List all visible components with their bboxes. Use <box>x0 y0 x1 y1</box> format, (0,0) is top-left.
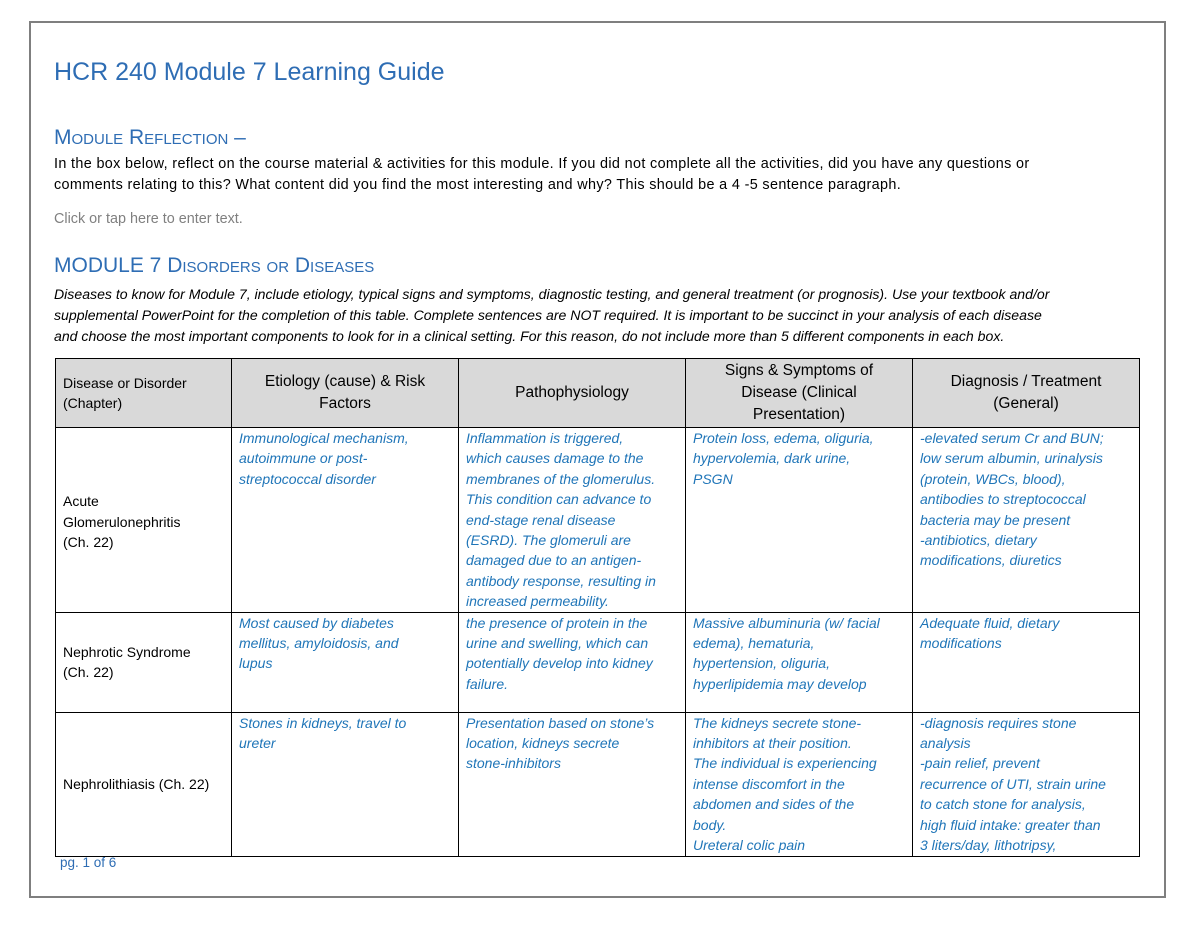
cell-line: antibody response, resulting in <box>466 572 656 589</box>
cell-line: end-stage renal disease <box>466 511 616 528</box>
table-row <box>56 428 1140 613</box>
cell-line: membranes of the glomerulus. <box>466 470 656 487</box>
cell-line: intense discomfort in the <box>693 775 845 792</box>
header-text: Factors <box>319 395 371 412</box>
pathophysiology-cell[interactable] <box>459 612 686 712</box>
cell-line: autoimmune or post- <box>239 450 368 467</box>
cell-line: modifications, diuretics <box>920 552 1062 569</box>
cell-line: stone-inhibitors <box>466 755 561 772</box>
table-row <box>56 612 1140 712</box>
disease-name: Nephrotic Syndrome <box>63 643 191 660</box>
table-row <box>56 712 1140 856</box>
disease-name: Acute <box>63 493 99 510</box>
header-text: (General) <box>993 395 1059 412</box>
cell-line: location, kidneys secrete <box>466 735 620 752</box>
document-title: HCR 240 Module 7 Learning Guide <box>54 58 445 86</box>
cell-line: hypervolemia, dark urine, <box>693 450 851 467</box>
table-header-row <box>56 359 1140 428</box>
header-text: (Chapter) <box>63 395 123 411</box>
disease-chapter: (Ch. 22) <box>63 534 114 551</box>
cell-line: hyperlipidemia may develop <box>693 675 867 692</box>
cell-line: high fluid intake: greater than <box>920 816 1101 833</box>
cell-line: urine and swelling, which can <box>466 635 649 652</box>
header-text: Diagnosis / Treatment <box>950 373 1102 390</box>
disease-name-cell <box>56 612 232 712</box>
cell-line: mellitus, amyloidosis, and <box>239 635 399 652</box>
cell-line: (protein, WBCs, blood), <box>920 470 1066 487</box>
instruction-line: Diseases to know for Module 7, include etiology, typical signs and symptoms, diagnostic testing, and general treatment (or prognosis). Use your textbook and/or <box>54 286 1050 302</box>
instruction-line: and choose the most important components to look for in a clinical setting. For this reason, do not include more than 5 different components in each box. <box>54 328 1005 344</box>
header-disease <box>56 359 232 428</box>
cell-line: -pain relief, prevent <box>920 755 1040 772</box>
cell-line: This condition can advance to <box>466 491 652 508</box>
header-etiology <box>232 359 459 428</box>
cell-line: low serum albumin, urinalysis <box>920 450 1103 467</box>
cell-line: Adequate fluid, dietary <box>920 614 1060 631</box>
header-text: Etiology (cause) & Risk <box>264 373 426 390</box>
diagnosis-treatment-cell[interactable] <box>913 612 1140 712</box>
cell-line: Inflammation is triggered, <box>466 430 624 446</box>
cell-line: -antibiotics, dietary <box>920 532 1037 549</box>
header-text: Presentation) <box>752 406 846 423</box>
signs-symptoms-cell[interactable] <box>686 428 913 613</box>
header-pathophysiology <box>459 359 686 428</box>
cell-line: 3 liters/day, lithotripsy, <box>920 837 1057 854</box>
cell-line: edema), hematuria, <box>693 635 815 652</box>
reflection-text-field[interactable]: Click or tap here to enter text. <box>54 211 243 227</box>
etiology-cell[interactable] <box>232 428 459 613</box>
cell-line: PSGN <box>693 470 733 487</box>
disease-name: Nephrolithiasis (Ch. 22) <box>63 775 210 792</box>
cell-line: damaged due to an antigen- <box>466 552 642 569</box>
cell-line: Ureteral colic pain <box>693 837 806 854</box>
disease-chapter: (Ch. 22) <box>63 664 114 681</box>
pathophysiology-cell[interactable] <box>459 712 686 856</box>
diagnosis-treatment-cell[interactable] <box>913 428 1140 613</box>
cell-line: Massive albuminuria (w/ facial <box>693 614 880 631</box>
cell-line: to catch stone for analysis, <box>920 796 1086 813</box>
cell-line: Most caused by diabetes <box>239 614 394 631</box>
disease-name-cell <box>56 428 232 613</box>
instruction-line: supplemental PowerPoint for the completion of this table. Complete sentences are NOT required. It is important to be succinct in your analysis of each disease <box>54 307 1042 323</box>
cell-line: Stones in kidneys, travel to <box>239 714 407 731</box>
cell-line: -diagnosis requires stone <box>920 714 1077 731</box>
header-text: Signs & Symptoms of <box>724 362 874 379</box>
cell-line: -elevated serum Cr and BUN; <box>920 430 1104 446</box>
etiology-cell[interactable] <box>232 612 459 712</box>
pathophysiology-cell[interactable] <box>459 428 686 613</box>
cell-line: antibodies to streptococcal <box>920 491 1086 508</box>
instruction-line: In the box below, reflect on the course material & activities for this module. If you did not complete all the activities, did you have any questions or <box>54 156 1030 172</box>
module-reflection-heading: Module Reflection – <box>54 126 246 149</box>
cell-line: The individual is experiencing <box>693 755 877 772</box>
cell-line: which causes damage to the <box>466 450 644 467</box>
header-text: Disease (Clinical <box>741 384 857 401</box>
cell-line: the presence of protein in the <box>466 614 648 631</box>
cell-line: inhibitors at their position. <box>693 735 852 752</box>
cell-line: Presentation based on stone’s <box>466 714 655 731</box>
disease-table <box>55 358 1140 857</box>
cell-line: increased permeability. <box>466 593 609 610</box>
disease-name-cell <box>56 712 232 856</box>
cell-line: Protein loss, edema, oliguria, <box>693 430 874 446</box>
cell-line: failure. <box>466 675 509 692</box>
diseases-heading: MODULE 7 Disorders or Diseases <box>54 254 375 277</box>
cell-line: potentially develop into kidney <box>466 655 653 672</box>
cell-line: ureter <box>239 735 276 752</box>
header-diagnosis-treatment <box>913 359 1140 428</box>
cell-line: lupus <box>239 655 273 672</box>
cell-line: hypertension, oliguria, <box>693 655 830 672</box>
instruction-line: comments relating to this? What content did you find the most interesting and why? This should be a 4 -5 sentence paragraph. <box>54 177 902 193</box>
etiology-cell[interactable] <box>232 712 459 856</box>
cell-line: streptococcal disorder <box>239 470 376 487</box>
disease-name: Glomerulonephritis <box>63 513 181 530</box>
page-number: pg. 1 of 6 <box>60 855 117 870</box>
cell-line: analysis <box>920 735 971 752</box>
header-signs-symptoms <box>686 359 913 428</box>
cell-line: body. <box>693 816 727 833</box>
cell-line: recurrence of UTI, strain urine <box>920 775 1106 792</box>
header-text: Pathophysiology <box>515 384 629 401</box>
cell-line: (ESRD). The glomeruli are <box>466 532 631 549</box>
signs-symptoms-cell[interactable] <box>686 712 913 856</box>
header-text: Disease or Disorder <box>63 375 187 391</box>
diagnosis-treatment-cell[interactable] <box>913 712 1140 856</box>
diseases-instructions <box>54 284 1144 347</box>
cell-line: bacteria may be present <box>920 511 1071 528</box>
cell-line: The kidneys secrete stone- <box>693 714 862 731</box>
cell-line: Immunological mechanism, <box>239 430 409 446</box>
cell-line: abdomen and sides of the <box>693 796 855 813</box>
cell-line: modifications <box>920 635 1002 652</box>
reflection-instructions <box>54 154 1144 196</box>
signs-symptoms-cell[interactable] <box>686 612 913 712</box>
